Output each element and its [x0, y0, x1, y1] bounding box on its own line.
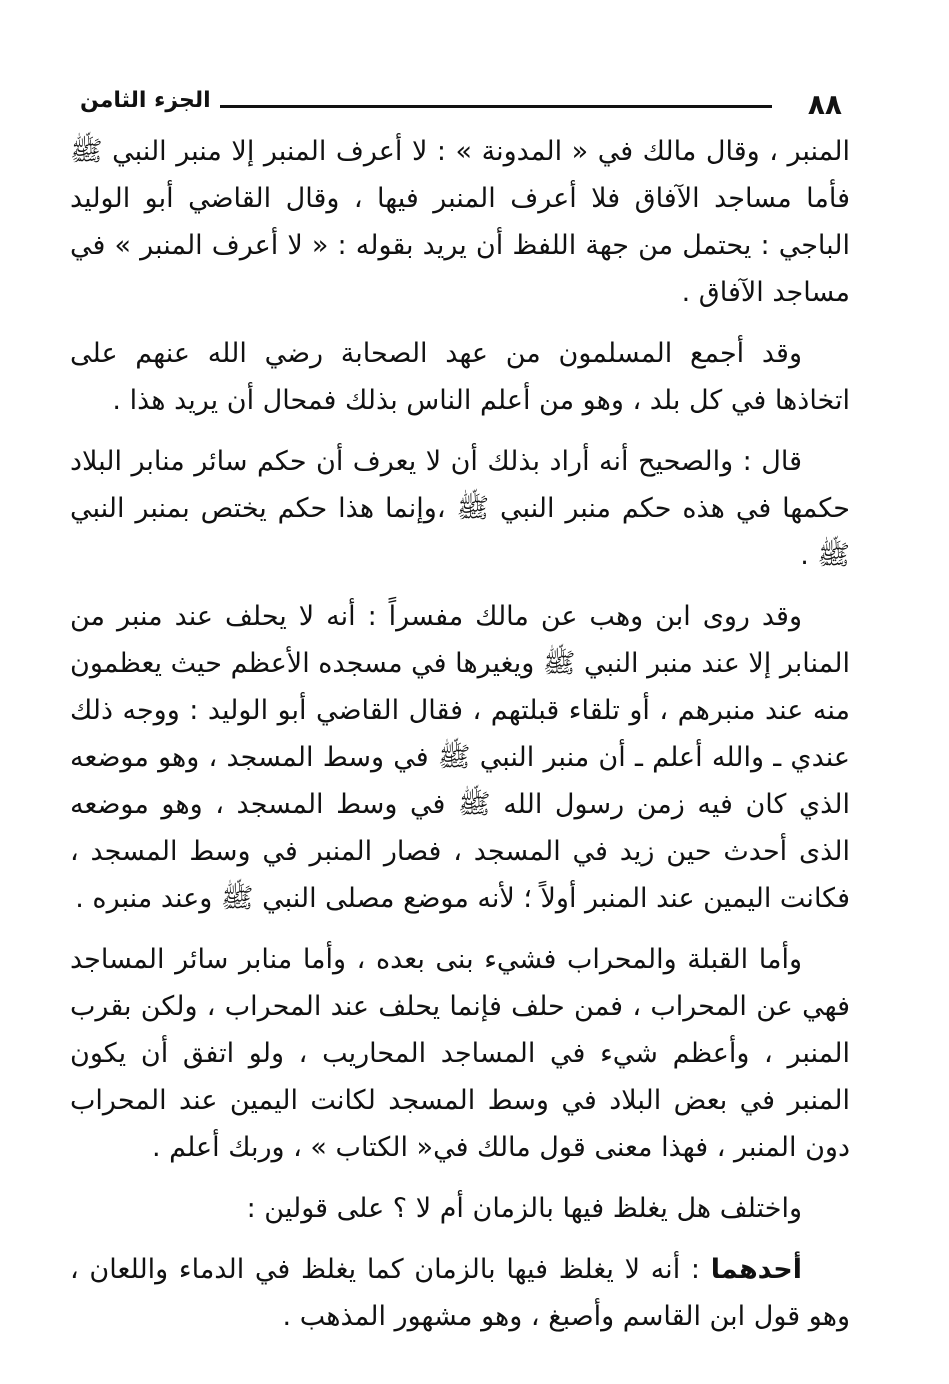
- book-page: [69, 80, 850, 1332]
- paragraph-1-text: المنبر ، وقال مالك في « المدونة » : لا أعرف المنبر إلا منبر النبي ﷺ فأما مساجد الآفاق فلا أعرف المنبر فيها ، وقال القاضي أبو الوليد الباجي : يحتمل من جهة اللفظ أن يريد بقوله : « لا أعرف المنبر » في مساجد الآفاق .: [70, 136, 850, 308]
- paragraph-2-text: وقد أجمع المسلمون من عهد الصحابة رضي الله عنهم على اتخاذها في كل بلد ، وهو من أعلم الناس بذلك فمحال أن يريد هذا .: [70, 338, 850, 416]
- paragraph-7-lead: أحدهما: [710, 1254, 802, 1285]
- paragraph-1: [70, 128, 850, 316]
- paragraph-6: [70, 1185, 850, 1232]
- page-header: [70, 80, 850, 120]
- paragraph-6-text: واختلف هل يغلظ فيها بالزمان أم لا ؟ على قولين :: [246, 1193, 802, 1224]
- paragraph-3: [70, 438, 850, 579]
- paragraph-3-text: قال : والصحيح أنه أراد بذلك أن لا يعرف أن حكم سائر منابر البلاد حكمها في هذه حكم منبر النبي ﷺ ،وإنما هذا حكم يختص بمنبر النبي ﷺ .: [70, 446, 850, 571]
- paragraph-2: [70, 330, 850, 424]
- paragraph-4-text: وقد روى ابن وهب عن مالك مفسراً : أنه لا يحلف عند منبر من المنابر إلا عند منبر النبي ﷺ ويغيرها في مسجده الأعظم حيث يعظمون منه عند منبرهم ، أو تلقاء قبلتهم ، فقال القاضي أبو الوليد : ووجه ذلك عندي ـ والله أعلم ـ أن منبر النبي ﷺ في وسط المسجد ، وهو موضعه الذي كان فيه زمن رسول الله ﷺ في وسط المسجد ، وهو موضعه الذى أحدث حين زيد في المسجد ، فصار المنبر في وسط المسجد ، فكانت اليمين عند المنبر أولاً ؛ لأنه موضع مصلى النبي ﷺ وعند منبره .: [69, 601, 850, 914]
- header-rule: [220, 105, 772, 108]
- paragraph-7: [70, 1246, 850, 1340]
- paragraph-4: [70, 593, 850, 922]
- paragraph-7-text: : أنه لا يغلظ فيها بالزمان كما يغلظ في الدماء واللعان ، وهو قول ابن القاسم وأصبغ ، وهو مشهور المذهب .: [70, 1254, 850, 1332]
- page-number: ٨٨: [807, 88, 842, 121]
- part-title: الجزء الثامن: [80, 88, 211, 113]
- paragraph-5-text: وأما القبلة والمحراب فشيء بنى بعده ، وأما منابر سائر المساجد فهي عن المحراب ، فمن حلف فإنما يحلف عند المحراب ، ولكن بقرب المنبر ، وأعظم شيء في المساجد المحاريب ، ولو اتفق أن يكون المنبر في بعض البلاد في وسط المسجد لكانت اليمين عند المحراب دون المنبر ، فهذا معنى قول مالك في« الكتاب » ، وربك أعلم .: [70, 944, 850, 1163]
- body-text: [70, 128, 850, 1340]
- paragraph-5: [70, 936, 850, 1171]
